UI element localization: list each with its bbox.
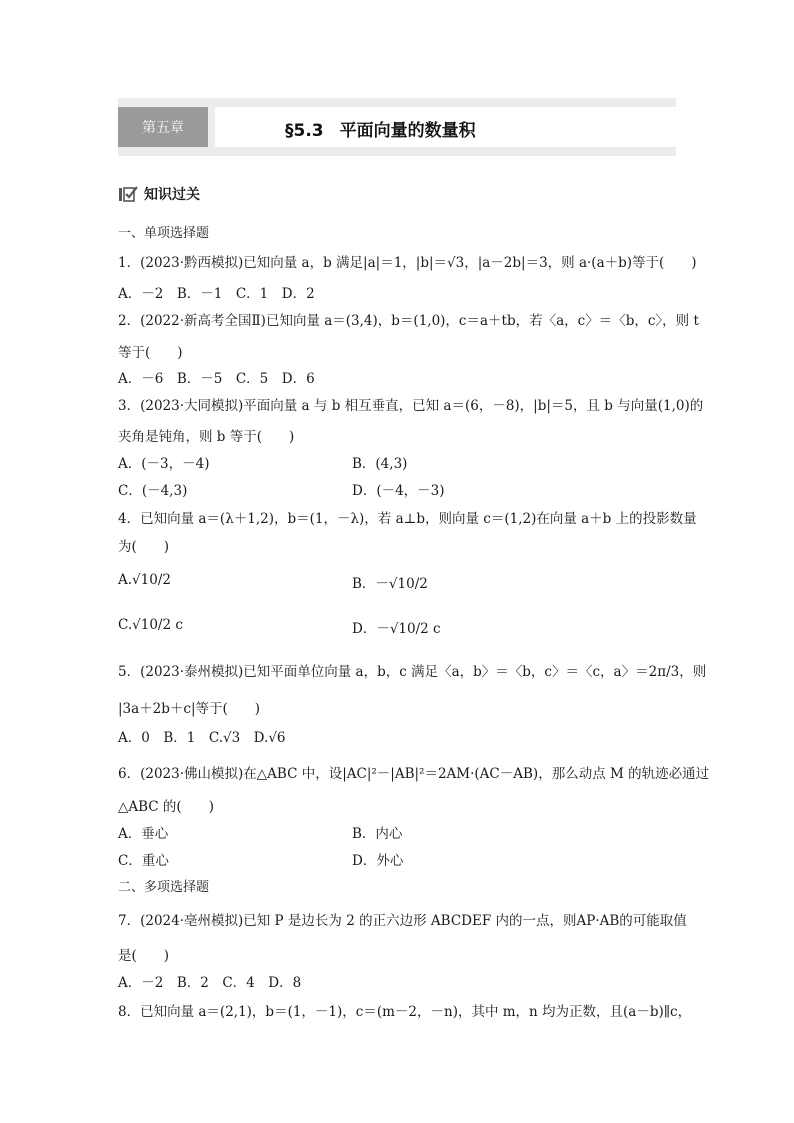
q5-stem-line1: 5．(2023·泰州模拟)已知平面单位向量 a，b，c 满足〈a，b〉＝〈b，c〉＝〈c，a〉＝2π/3，则 — [118, 664, 707, 680]
checklist-icon — [118, 185, 138, 203]
q7-stem-line1: 7．(2024·亳州模拟)已知 P 是边长为 2 的正六边形 ABCDEF 内的一点，则AP·AB的可能取值 — [118, 913, 687, 929]
q6-stem-line1: 6．(2023·佛山模拟)在△ABC 中，设|AC|²－|AB|²＝2AM·(AC－AB)，那么动点 M 的轨迹必通过 — [118, 766, 710, 782]
part1-title: 一、单项选择题 — [118, 226, 210, 241]
chapter-tab: 第五章 — [118, 107, 208, 147]
q1-options: A．－2 B．－1 C．1 D．2 — [118, 286, 315, 302]
q3-option-d: D．(－4，－3) — [352, 483, 445, 499]
q4-option-d: D．－√10/2 c — [352, 621, 441, 637]
section-number: §5.3 — [285, 121, 324, 141]
section-heading — [118, 184, 200, 204]
q2-stem-line1: 2．(2022·新高考全国Ⅱ)已知向量 a＝(3,4)，b＝(1,0)，c＝a＋tb，若〈a，c〉＝〈b，c〉，则 t — [118, 313, 699, 329]
q8-stem-line1: 8．已知向量 a＝(2,1)，b＝(1，－1)，c＝(m－2，－n)，其中 m，n 均为正数，且(a－b)∥c， — [118, 1004, 692, 1020]
q5-stem-line2: |3a＋2b＋c|等于( ) — [118, 701, 261, 717]
q2-stem-line2: 等于( ) — [118, 345, 183, 361]
q2-options: A．－6 B．－5 C．5 D．6 — [118, 371, 315, 387]
q6-stem-line2: △ABC 的( ) — [118, 799, 214, 815]
q4-stem-line1: 4．已知向量 a＝(λ＋1,2)，b＝(1，－λ)，若 a⊥b，则向量 c＝(1,2)在向量 a＋b 上的投影数量 — [118, 511, 697, 527]
q3-stem-line1: 3．(2023·大同模拟)平面向量 a 与 b 相互垂直，已知 a＝(6，－8)，|b|＝5，且 b 与向量(1,0)的 — [118, 398, 704, 414]
q7-stem-line2: 是( ) — [118, 948, 170, 964]
part2-title: 二、多项选择题 — [118, 880, 210, 895]
q3-option-b: B．(4,3) — [352, 456, 408, 472]
q6-option-b: B．内心 — [352, 826, 403, 842]
q4-option-a: A.√10/2 — [118, 572, 171, 588]
q4-option-c: C.√10/2 c — [118, 617, 183, 633]
q3-option-c: C．(－4,3) — [118, 483, 188, 499]
section-label: 知识过关 — [144, 187, 200, 203]
q6-option-a: A．垂心 — [118, 826, 169, 842]
q6-option-c: C．重心 — [118, 853, 169, 869]
q1-stem: 1．(2023·黔西模拟)已知向量 a，b 满足|a|＝1，|b|＝√3，|a－2b|＝3，则 a·(a＋b)等于( ) — [118, 255, 697, 271]
section-title: 平面向量的数量积 — [339, 121, 476, 141]
q4-stem-line2: 为( ) — [118, 539, 170, 555]
q6-option-d: D．外心 — [352, 853, 404, 869]
q3-option-a: A．(－3，－4) — [118, 456, 210, 472]
q7-options: A．－2 B．2 C．4 D．8 — [118, 975, 302, 991]
q5-options: A．0 B．1 C.√3 D.√6 — [118, 730, 286, 746]
q3-stem-line2: 夹角是钝角，则 b 等于( ) — [118, 429, 295, 445]
q4-option-b: B．－√10/2 — [352, 576, 428, 592]
page-title — [285, 116, 476, 141]
